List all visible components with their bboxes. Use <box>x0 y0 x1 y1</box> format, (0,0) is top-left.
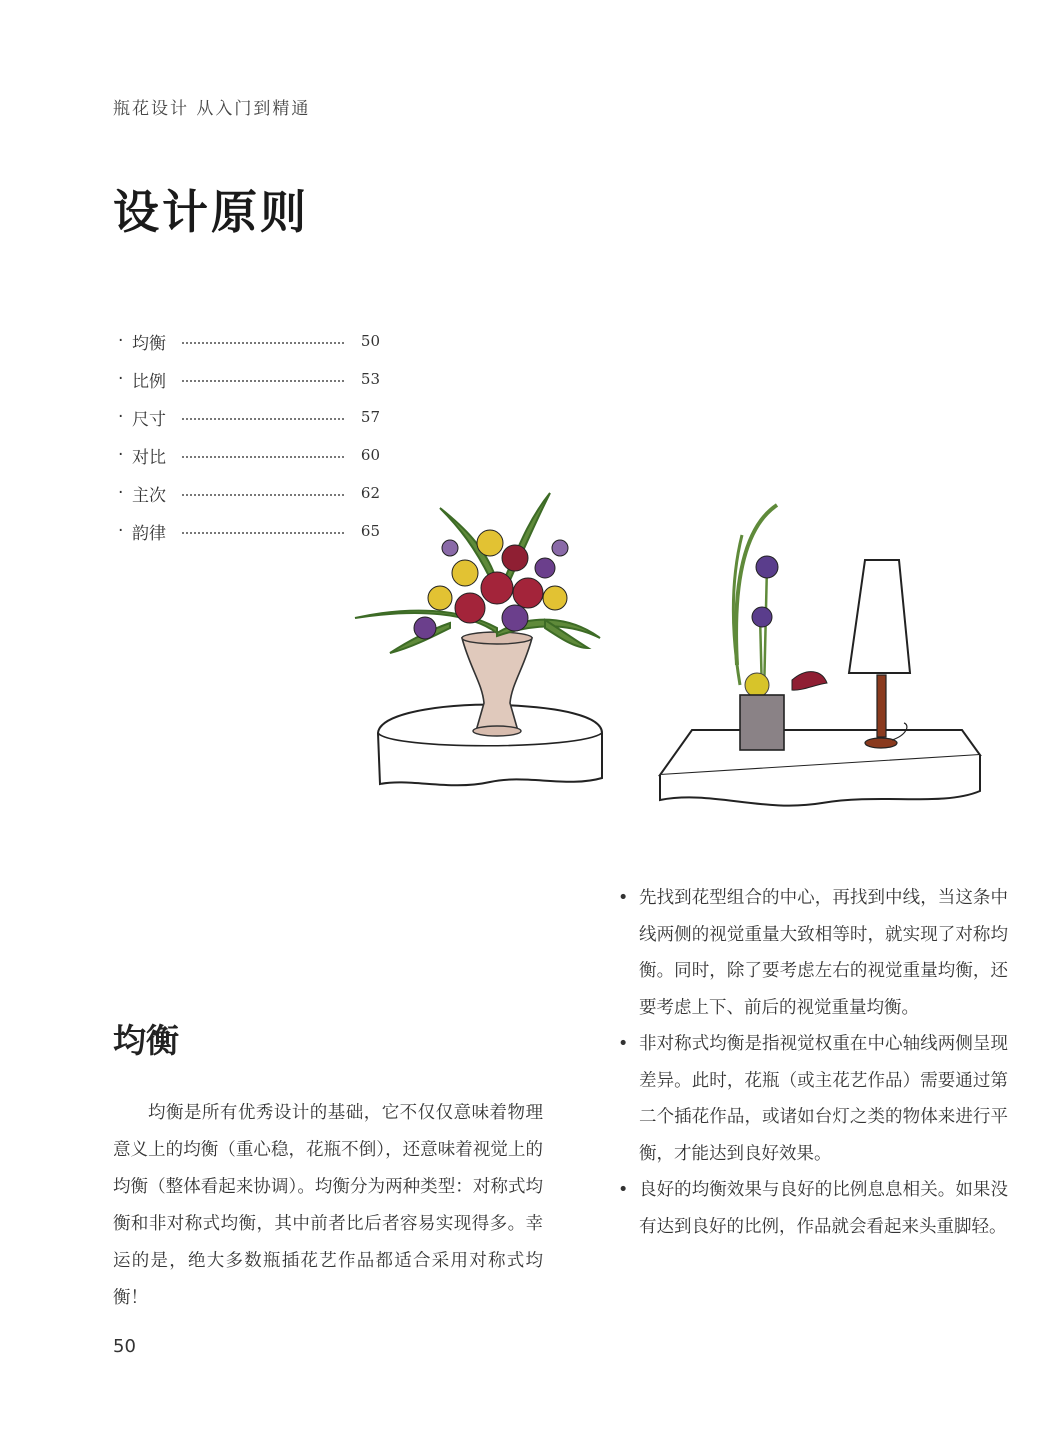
toc-bullet: · <box>118 407 124 427</box>
toc-leader-dots <box>182 494 344 496</box>
bullet-balance-proportion: • 良好的均衡效果与良好的比例息息相关。如果没有达到良好的比例，作品就会看起来头重脚轻。 <box>618 1172 1008 1245</box>
toc-page-number: 60 <box>360 446 380 464</box>
page-number: 50 <box>113 1336 136 1357</box>
toc-leader-dots <box>182 418 344 420</box>
table-of-contents <box>118 322 380 550</box>
toc-item-rhythm[interactable] <box>118 512 380 550</box>
toc-leader-dots <box>182 342 344 344</box>
toc-item-proportion[interactable] <box>118 360 380 398</box>
toc-item-dominance[interactable] <box>118 474 380 512</box>
toc-label: 比例 <box>132 371 166 392</box>
toc-page-number: 62 <box>360 484 380 502</box>
chapter-title: 设计原则 <box>113 185 309 239</box>
toc-leader-dots <box>182 456 344 458</box>
toc-page-number: 57 <box>360 408 380 426</box>
toc-label: 对比 <box>132 447 166 468</box>
iris-arrangement <box>733 505 827 750</box>
table-lamp <box>849 560 910 748</box>
toc-item-size[interactable] <box>118 398 380 436</box>
toc-leader-dots <box>182 380 344 382</box>
toc-bullet: · <box>118 445 124 465</box>
toc-item-contrast[interactable] <box>118 436 380 474</box>
intro-paragraph: 均衡是所有优秀设计的基础，它不仅仅意味着物理意义上的均衡（重心稳，花瓶不倒），还意味着视觉上的均衡（整体看起来协调）。均衡分为两种类型：对称式均衡和非对称式均衡，其中前者比后者容易实现得多。幸运的是，绝大多数瓶插花艺作品都适合采用对称式均衡！ <box>113 1103 543 1308</box>
bullet-symmetric-balance: • 先找到花型组合的中心，再找到中线，当这条中线两侧的视觉重量大致相等时，就实现了对称均衡。同时，除了要考虑左右的视觉重量均衡，还要考虑上下、前后的视觉重量均衡。 <box>618 880 1008 1026</box>
toc-label: 均衡 <box>132 333 166 354</box>
symmetric-bouquet-illustration <box>350 488 610 798</box>
toc-bullet: · <box>118 521 124 541</box>
rectangular-table <box>660 730 980 806</box>
toc-page-number: 65 <box>360 522 380 540</box>
section-title: 均衡 <box>113 1021 179 1060</box>
toc-label: 主次 <box>132 485 166 506</box>
toc-bullet: · <box>118 331 124 351</box>
toc-bullet: · <box>118 369 124 389</box>
toc-leader-dots <box>182 532 344 534</box>
running-header: 瓶花设计 从入门到精通 <box>113 99 311 119</box>
toc-label: 韵律 <box>132 523 166 544</box>
bullet-asymmetric-balance: • 非对称式均衡是指视觉权重在中心轴线两侧呈现差异。此时，花瓶（或主花艺作品）需要通过第二个插花作品，或诸如台灯之类的物体来进行平衡，才能达到良好效果。 <box>618 1026 1008 1172</box>
asymmetric-iris-lamp-illustration <box>652 495 982 815</box>
toc-item-balance[interactable] <box>118 322 380 360</box>
toc-label: 尺寸 <box>132 409 166 430</box>
toc-bullet: · <box>118 483 124 503</box>
bullet-list <box>618 880 1008 1245</box>
toc-page-number: 50 <box>360 332 380 350</box>
toc-page-number: 53 <box>360 370 380 388</box>
